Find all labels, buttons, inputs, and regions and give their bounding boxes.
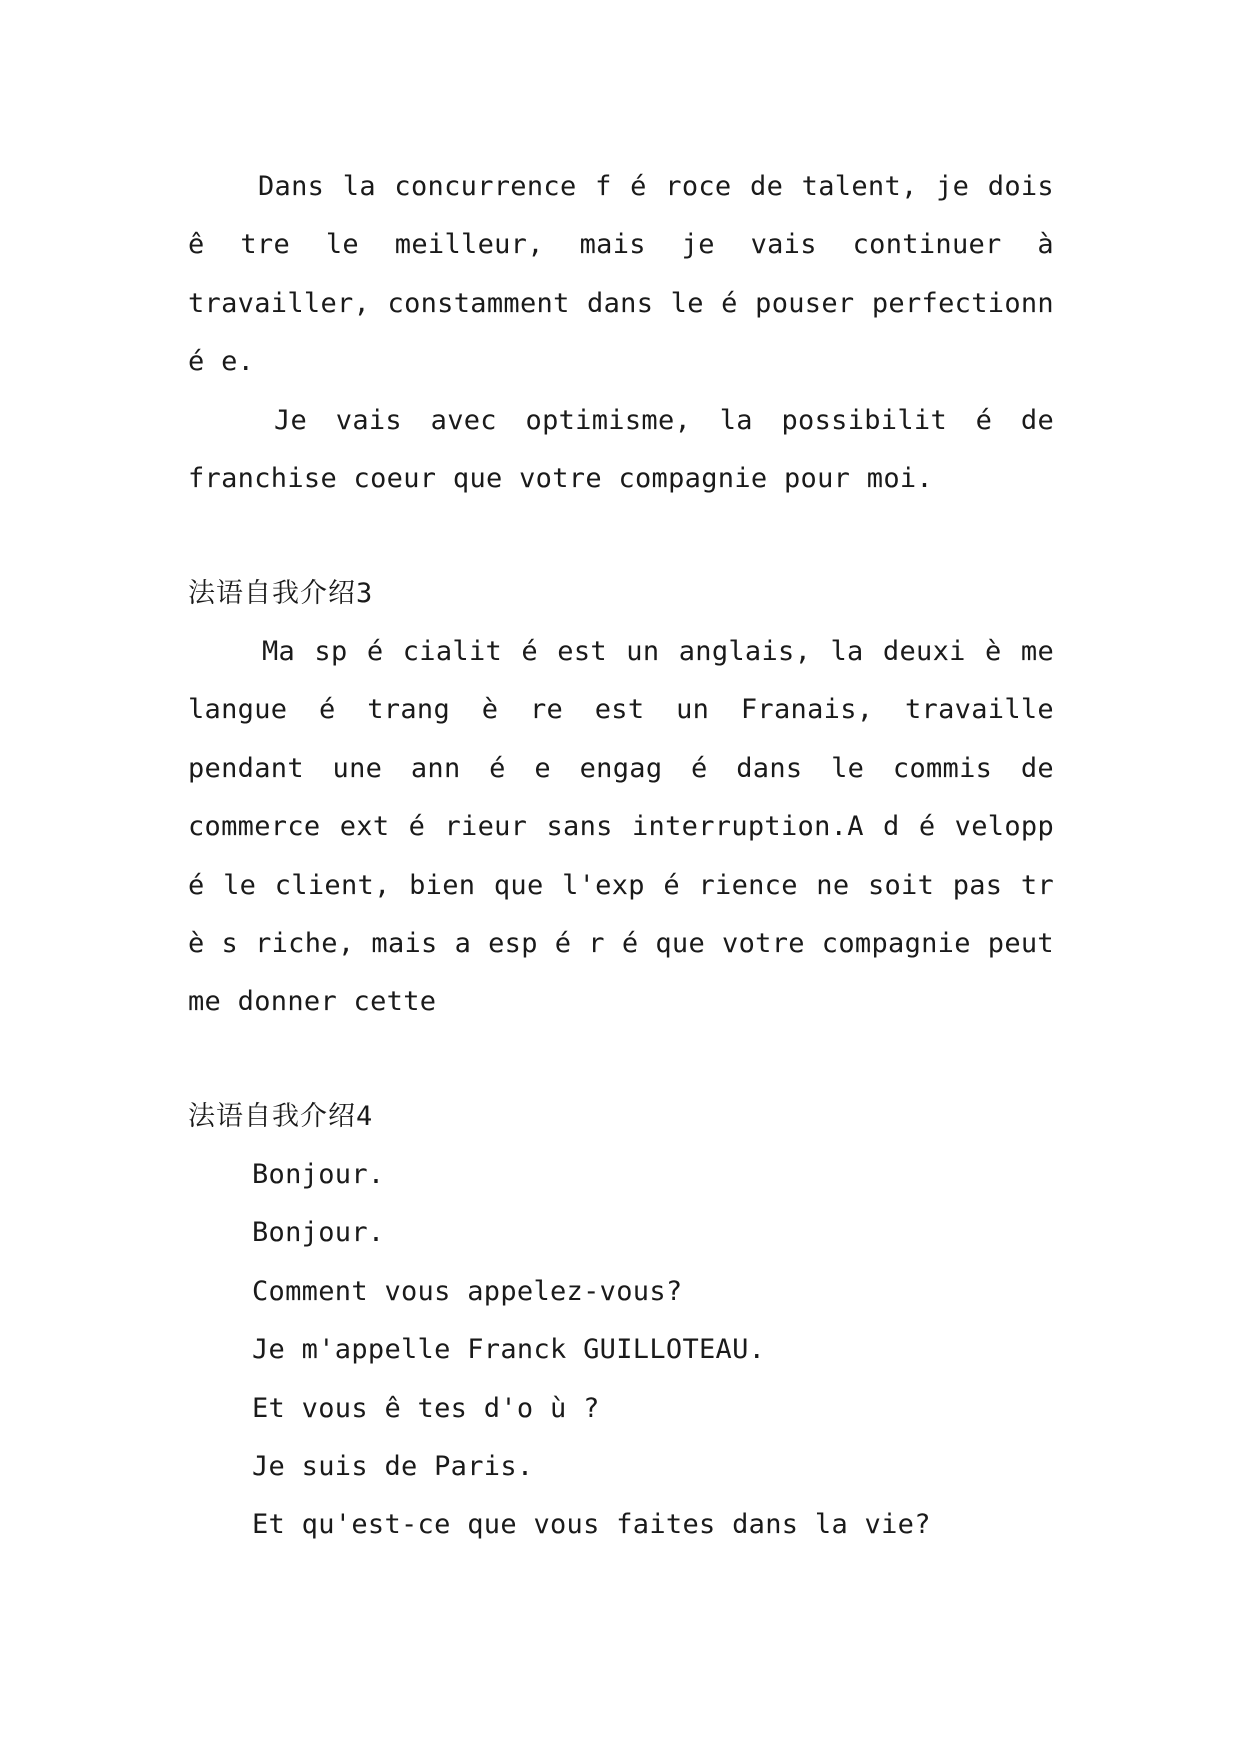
paragraph-talent: Dans la concurrence f é roce de talent, je dois ê tre le meilleur, mais je vais continuer à travailler, constamment dans le é pouser perfectionn é e.	[188, 171, 1054, 378]
paragraph-optimism: Je vais avec optimisme, la possibilit é de franchise coeur que votre compagnie pour moi.	[188, 405, 1054, 495]
section-heading-4: 法语自我介绍4	[188, 1101, 374, 1132]
dialogue-line: Je m'appelle Franck GUILLOTEAU.	[252, 1334, 766, 1366]
dialogue-line: Et vous ê tes d'o ù ?	[252, 1392, 600, 1424]
section-heading-3: 法语自我介绍3	[188, 578, 374, 609]
paragraph-specialty: Ma sp é cialit é est un anglais, la deuxi è me langue é trang è re est un Franais, travaille pendant une ann é e engag é dans le commis de commerce ext é rieur sans interruption.A d é velopp é le client, bien que l'exp é rience ne soit pas tr è s riche, mais a esp é r é que votre compagnie peut me donner cette	[188, 636, 1054, 1018]
dialogue-line: Bonjour.	[252, 1159, 385, 1190]
dialogue-line: Comment vous appelez-vous?	[252, 1275, 683, 1307]
dialogue-line: Et qu'est-ce que vous faites dans la vie?	[252, 1509, 931, 1541]
dialogue-block	[188, 1146, 1054, 1555]
dialogue-line: Je suis de Paris.	[252, 1451, 534, 1483]
dialogue-line: Bonjour.	[252, 1217, 385, 1249]
